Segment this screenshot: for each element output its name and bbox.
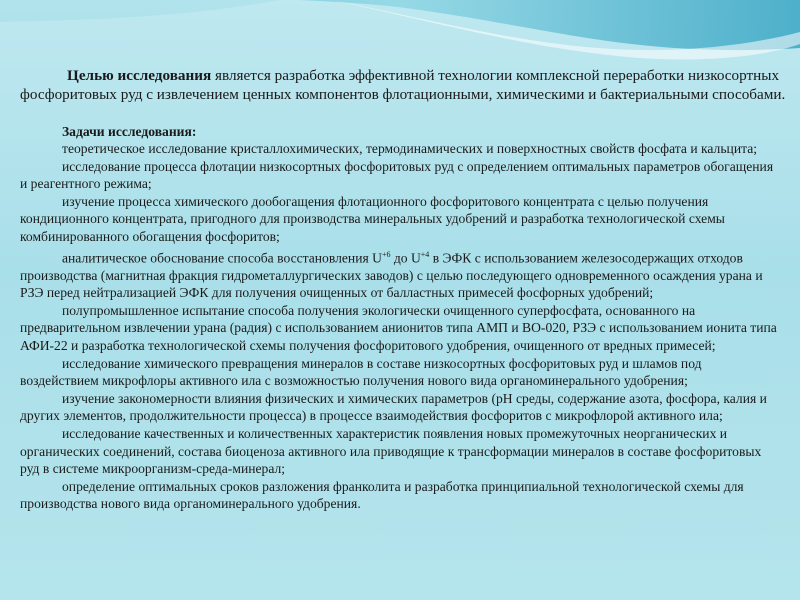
task-item: полупромышленное испытание способа получения экологически очищенного суперфосфата, основанного на предварительном извлечении урана (радия) с использованием анионитов типа АМП и ВО-020, РЗЭ с использованием ионита типа АФИ-22 и разработка технологической схемы получения фосфоритового удобрения, очищенного от вредных примесей;	[20, 302, 777, 354]
task-item	[20, 246, 780, 302]
oxidation-state: +6	[381, 249, 391, 259]
tasks-list	[20, 140, 780, 513]
oxidation-state: +4	[420, 249, 430, 259]
task-text-part: аналитическое обоснование способа восстановления U	[62, 250, 382, 266]
task-item: теоретическое исследование кристаллохимических, термодинамических и поверхностных свойств фосфата и кальцита;	[62, 141, 758, 156]
task-item: исследование процесса флотации низкосортных фосфоритовых руд с определением оптимальных параметров обогащения и реагентного режима;	[20, 158, 774, 192]
task-item: исследование химического превращения минералов в составе низкосортных фосфоритовых руд и шламов под воздействием микрофлоры активного ила с возможностью получения нового вида органоминерального удобрения;	[20, 355, 702, 389]
task-item: определение оптимальных сроков разложения франколита и разработка принципиальной технологической схемы для производства нового вида органоминерального удобрения.	[20, 478, 744, 512]
intro-paragraph	[20, 66, 790, 104]
intro-text: является разработка эффективной технологии комплексной переработки низкосортных фосфоритовых руд с извлечением ценных компонентов флотационными, химическими и бактериальными способами.	[20, 67, 786, 103]
tasks-heading: Задачи исследования:	[62, 124, 197, 139]
task-item: изучение закономерности влияния физических и химических параметров (рН среды, содержание азота, фосфора, калия и других элементов, продолжительности процесса) в процессе взаимодействия фосфоритов с микрофлорой активного ила;	[20, 390, 767, 424]
task-text-part: в ЭФК с использованием железосодержащих отходов производства (магнитная фракция гидрометаллургических заводов) с целью последующего одновременного осаждения урана и РЗЭ перед нейтрализацией ЭФК для получения очищенных от балластных примесей фосфорных удобрений;	[20, 250, 763, 301]
task-item: исследование качественных и количественных характеристик появления новых промежуточных неорганических и органических соединений, состава биоценоза активного ила приводящие к трансформации минералов в составе фосфоритовых руд в системе микроорганизм-среда-минерал;	[20, 426, 762, 477]
task-item: изучение процесса химического дообогащения флотационного фосфоритового концентрата с целью получения кондиционного концентрата, пригодного для производства минеральных удобрений и разработка технологической схемы комбинированного обогащения фосфоритов;	[20, 193, 725, 244]
task-text-part: до U	[390, 250, 421, 266]
intro-lead: Целью исследования	[67, 67, 212, 84]
